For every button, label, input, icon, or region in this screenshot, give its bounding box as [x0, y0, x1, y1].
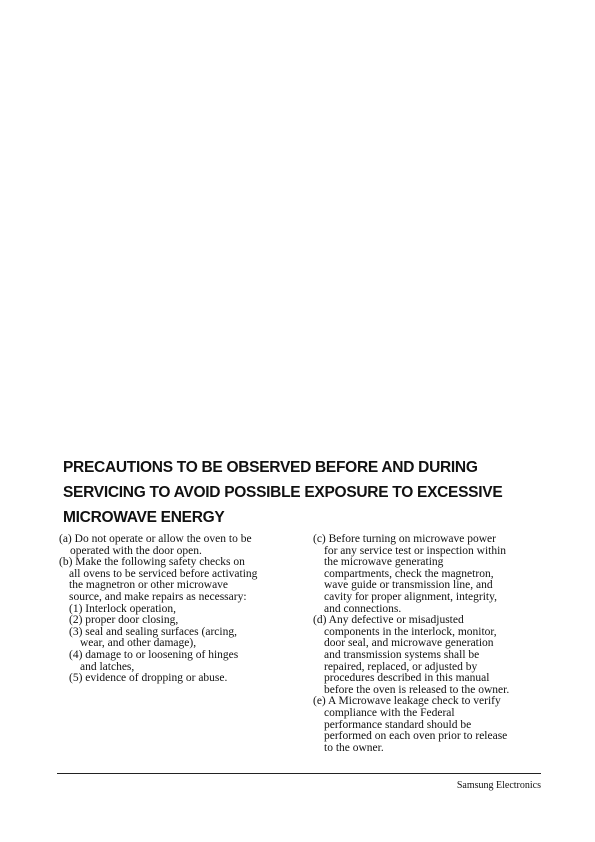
list-item-continued: and latches,: [80, 660, 135, 673]
text-line: cavity for proper alignment, integrity,: [324, 590, 497, 603]
list-item: (3) seal and sealing surfaces (arcing,: [69, 625, 237, 638]
text-line: performance standard should be: [324, 718, 472, 731]
text-line: the magnetron or other microwave: [69, 579, 229, 592]
right-column: [313, 534, 545, 754]
text-line: (a) Do not operate or allow the oven to be: [59, 533, 252, 545]
left-column: [59, 534, 299, 685]
text-line: compliance with the Federal: [324, 706, 455, 719]
text-line: all ovens to be serviced before activating: [69, 567, 258, 580]
text-line: the microwave generating: [324, 556, 444, 569]
footer-divider: [57, 773, 541, 774]
list-item: (2) proper door closing,: [69, 614, 179, 627]
text-line: (d) Any defective or misadjusted: [313, 614, 464, 627]
text-line: (e) A Microwave leakage check to verify: [313, 695, 501, 708]
list-item: (5) evidence of dropping or abuse.: [69, 672, 228, 685]
text-line: performed on each oven prior to release: [324, 730, 508, 743]
precaution-item-e: [313, 696, 545, 754]
text-line: procedures described in this manual: [324, 672, 490, 685]
precaution-item-c: [313, 534, 545, 615]
section-heading: [63, 455, 548, 530]
text-line: components in the interlock, monitor,: [324, 625, 497, 638]
text-line: source, and make repairs as necessary:: [69, 590, 247, 603]
text-line: (b) Make the following safety checks on: [59, 556, 245, 569]
list-item-continued: wear, and other damage),: [80, 637, 197, 650]
list-item: (1) Interlock operation,: [69, 602, 176, 615]
precaution-item-a: [59, 534, 299, 557]
text-line: door seal, and microwave generation: [324, 637, 494, 650]
text-line: compartments, check the magnetron,: [324, 567, 494, 580]
heading-line: PRECAUTIONS TO BE OBSERVED BEFORE AND DURING: [63, 459, 478, 476]
heading-line: SERVICING TO AVOID POSSIBLE EXPOSURE TO EXCESSIVE: [63, 484, 503, 501]
text-line: to the owner.: [324, 741, 384, 754]
text-line: (c) Before turning on microwave power: [313, 533, 496, 545]
list-item: (4) damage to or loosening of hinges: [69, 648, 239, 661]
heading-line: MICROWAVE ENERGY: [63, 509, 225, 526]
text-line: repaired, replaced, or adjusted by: [324, 660, 478, 673]
safety-check-list: [59, 604, 299, 685]
precaution-item-d: [313, 615, 545, 696]
text-line: before the oven is released to the owner.: [324, 683, 510, 696]
text-line: wave guide or transmission line, and: [324, 579, 493, 592]
text-line: for any service test or inspection within: [324, 544, 507, 557]
text-line: operated with the door open.: [70, 544, 202, 557]
footer-company: Samsung Electronics: [456, 780, 541, 791]
precaution-item-b: [59, 557, 299, 603]
text-line: and connections.: [324, 602, 402, 615]
text-line: and transmission systems shall be: [324, 648, 480, 661]
